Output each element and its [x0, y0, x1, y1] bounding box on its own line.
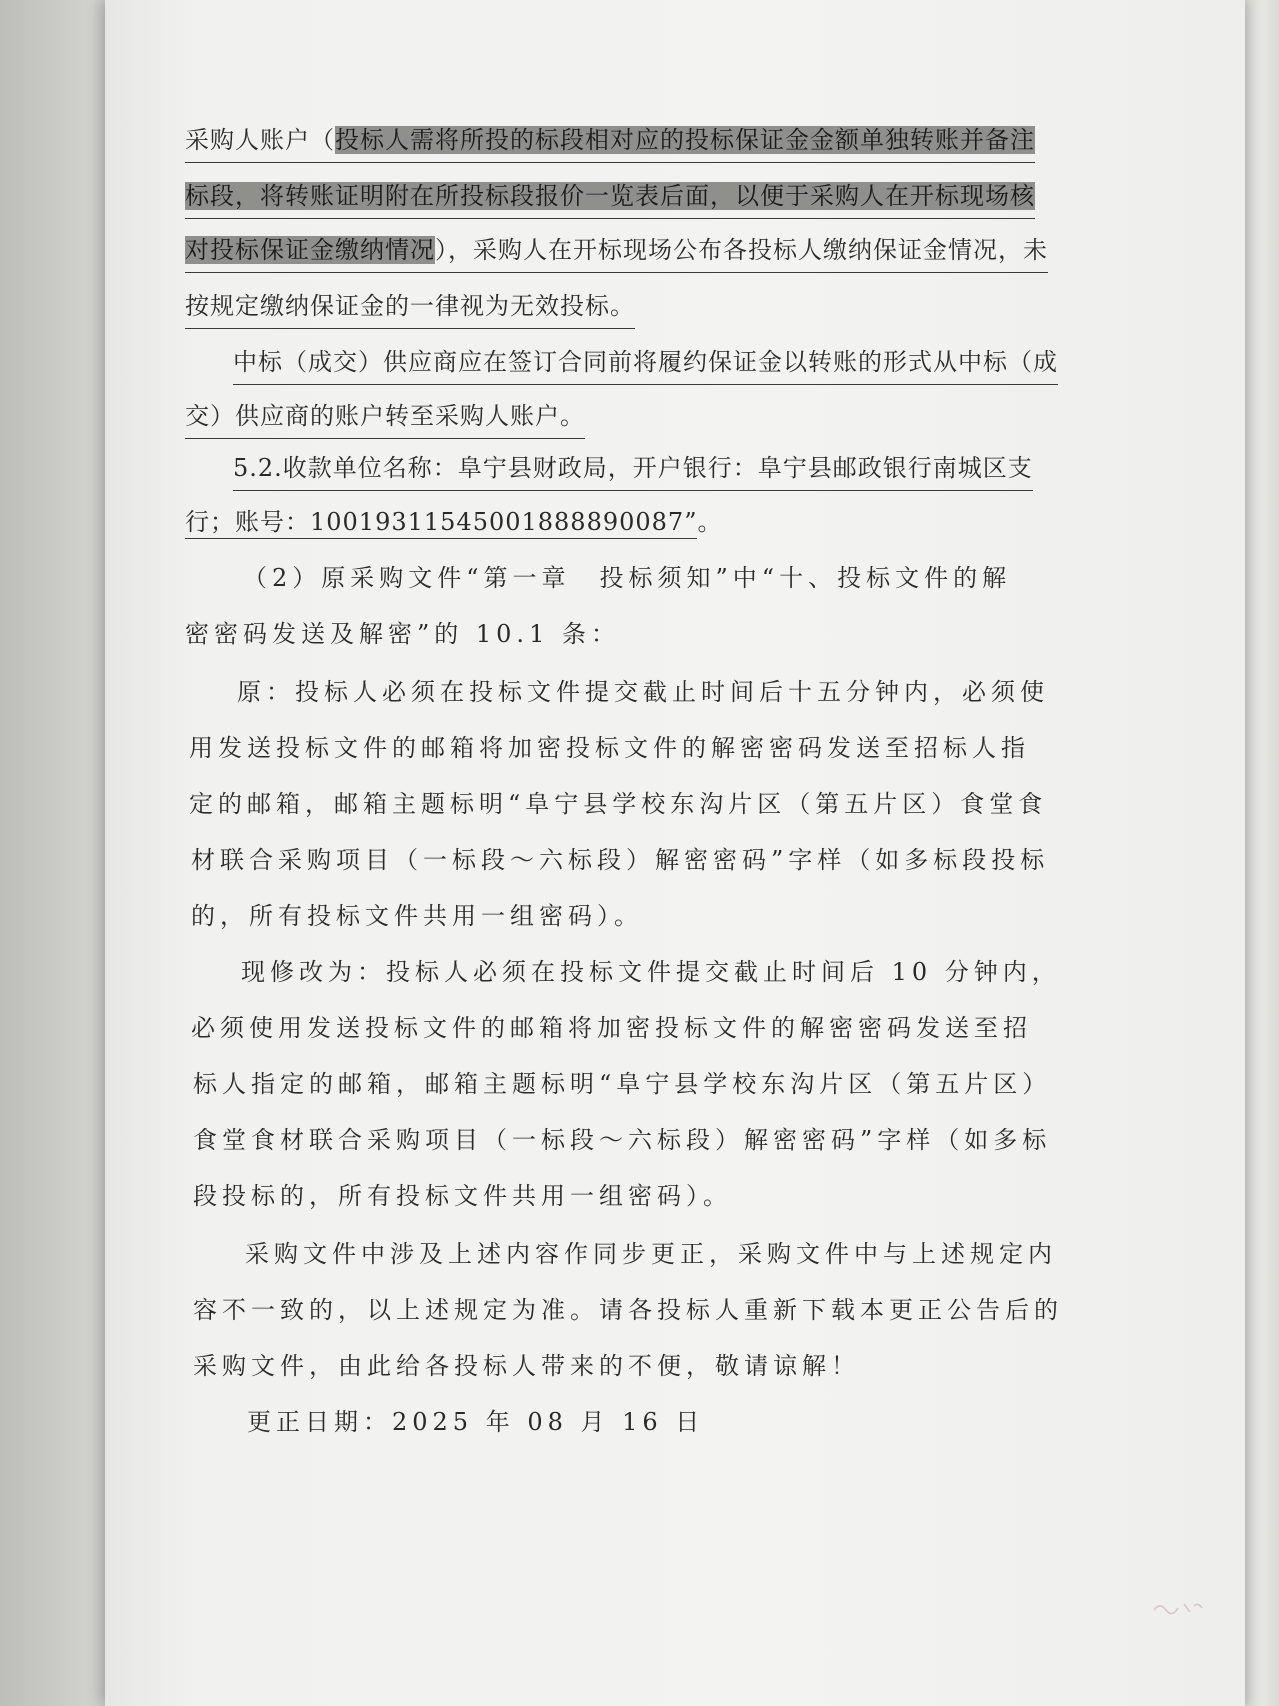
p4-line-1-text: （2）原采购文件“第一章 投标须知”中“十、投标文件的解: [243, 564, 1012, 592]
p7-line-2-text: 容不一致的，以上述规定为准。请各投标人重新下载本更正公告后的: [193, 1296, 1063, 1324]
faint-stamp-mark: [1150, 1596, 1206, 1618]
p7-line-3-text: 采购文件，由此给各投标人带来的不便，敬请谅解！: [193, 1352, 860, 1380]
p6-line-3: [193, 1064, 1051, 1104]
p1-line-3: [185, 230, 1048, 273]
p3-line-2-account: 行；账号：100193115450018888900​87”: [185, 508, 697, 539]
underlying-page-right: [1239, 0, 1279, 1706]
p5-line-3-text: 定的邮箱，邮箱主题标明“阜宁县学校东沟片区（第五片区）食堂食: [189, 790, 1048, 818]
p6-line-5: [193, 1176, 732, 1216]
p6-line-1: [241, 952, 1061, 992]
p3-line-2: [185, 502, 722, 542]
p5-line-5-text: 的，所有投标文件共用一组密码）。: [191, 902, 643, 930]
p6-line-2: [191, 1008, 1032, 1048]
p1-line-2: [185, 176, 1035, 219]
p3-line-1: [233, 448, 1033, 491]
p2-line-1-text: 中标（成交）供应商应在签订合同前将履约保证金以转账的形式从中标（成: [233, 348, 1058, 376]
p1-line-1-a: 采购人账户（: [185, 126, 335, 154]
p2-line-1: [233, 342, 1058, 385]
p5-line-1: [237, 672, 1049, 712]
p5-line-4-text: 材联合采购项目（一标段～六标段）解密密码”字样（如多标段投标: [191, 846, 1050, 874]
p6-line-5-text: 段投标的，所有投标文件共用一组密码）。: [193, 1182, 732, 1210]
p1-line-4: [185, 286, 635, 329]
faint-stamp-icon: [1150, 1596, 1206, 1618]
p4-line-2-text: 密密码发送及解密”的 10.1 条：: [185, 620, 620, 648]
p1-line-4-text: 按规定缴纳保证金的一律视为无效投标。: [185, 292, 635, 320]
p6-line-2-text: 必须使用发送投标文件的邮箱将加密投标文件的解密密码发送至招: [191, 1014, 1032, 1042]
p5-line-3: [189, 784, 1047, 824]
p5-line-2: [189, 728, 1030, 768]
p5-line-1-text: 原：投标人必须在投标文件提交截止时间后十五分钟内，必须使: [237, 678, 1049, 706]
p3-line-1-text: 5.2.收款单位名称：阜宁县财政局，开户银行：阜宁县邮政银行南城区支: [233, 454, 1033, 482]
document-sheet: [105, 0, 1245, 1706]
p6-line-1-text: 现修改为：投标人必须在投标文件提交截止时间后 10 分钟内，: [241, 958, 1061, 986]
correction-date-text: 更正日期：2025 年 08 月 16 日: [247, 1408, 705, 1436]
p6-line-3-text: 标人指定的邮箱，邮箱主题标明“阜宁县学校东沟片区（第五片区）: [193, 1070, 1052, 1098]
p1-line-2-highlight: 标段，将转账证明附在所投标段报价一览表后面，以便于采购人在开标现场核: [185, 182, 1035, 210]
p7-line-1: [245, 1234, 1057, 1274]
p5-line-2-text: 用发送投标文件的邮箱将加密投标文件的解密密码发送至招标人指: [189, 734, 1030, 762]
p2-line-2: [185, 396, 585, 439]
p3-line-2-end: 。: [697, 508, 723, 536]
p5-line-5: [191, 896, 643, 936]
p4-line-2: [185, 614, 620, 654]
p7-line-3: [193, 1346, 860, 1386]
correction-date: [247, 1402, 704, 1442]
p7-line-1-text: 采购文件中涉及上述内容作同步更正，采购文件中与上述规定内: [245, 1240, 1057, 1268]
p6-line-4-text: 食堂食材联合采购项目（一标段～六标段）解密密码”字样（如多标: [193, 1126, 1052, 1154]
p7-line-2: [193, 1290, 1063, 1330]
p1-line-3-highlight: 对投标保证金缴纳情况: [185, 236, 435, 264]
p6-line-4: [193, 1120, 1051, 1160]
p5-line-4: [191, 840, 1049, 880]
p1-line-3-b: ），采购人在开标现场公布各投标人缴纳保证金情况，未: [435, 236, 1048, 264]
p2-line-2-text: 交）供应商的账户转至采购人账户。: [185, 402, 585, 430]
p4-line-1: [243, 558, 1011, 598]
p1-line-1: [185, 120, 1035, 163]
p1-line-1-highlight: 投标人需将所投的标段相对应的投标保证金金额单独转账并备注: [335, 126, 1035, 154]
